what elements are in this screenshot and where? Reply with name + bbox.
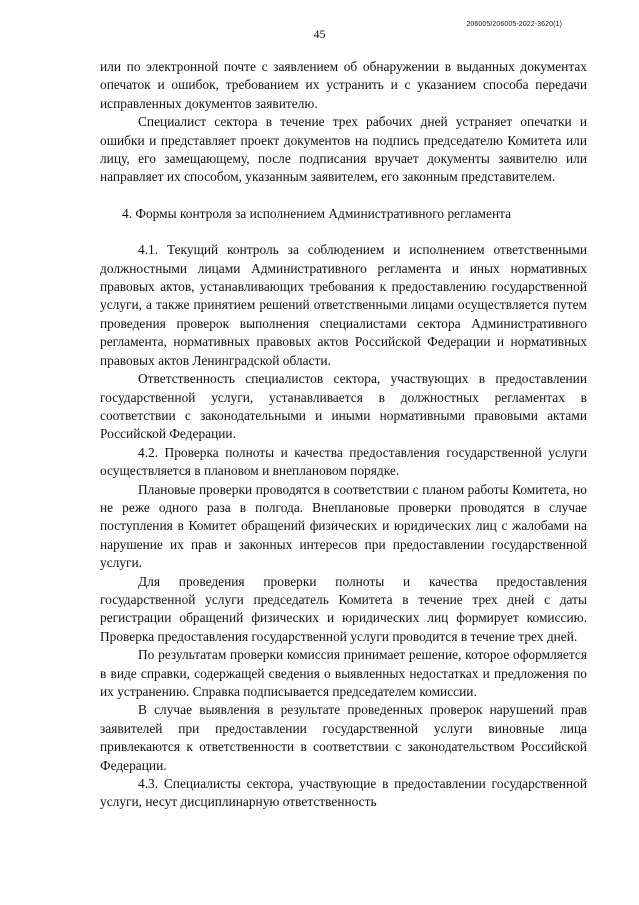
paragraph-violations: В случае выявления в результате проведенных проверок нарушений прав заявителей при предоставлении государственной услуги виновные лица привлекаются к ответственности в соответствии с законодательством Российской Федерации. bbox=[100, 702, 587, 773]
document-body bbox=[100, 58, 587, 812]
document-code: 206005/206005-2022-3620(1) bbox=[466, 21, 562, 28]
page-number: 45 bbox=[313, 27, 326, 41]
paragraph-responsibility: Ответственность специалистов сектора, участвующих в предоставлении государственной услуги, устанавливается в должностных регламентах в соответствии с законодательными и иными нормативными правовыми актами Российской Федерации. bbox=[100, 371, 587, 442]
paragraph-continuation: или по электронной почте с заявлением об обнаружении в выданных документах опечаток и ошибок, требованием их устранить и с указанием способа передачи исправленных документов заявителю. bbox=[100, 59, 587, 111]
paragraph-error-correction: Специалист сектора в течение трех рабочих дней устраняет опечатки и ошибки и представляет проект документов на подпись председателю Комитета или лицу, его замещающему, после подписания вручает документы заявителю или направляет их способом, указанным заявителем, его законным представителем. bbox=[100, 114, 587, 185]
paragraph-4-3: 4.3. Специалисты сектора, участвующие в предоставлении государственной услуги, несут дисциплинарную ответственность bbox=[100, 776, 587, 810]
paragraph-4-1: 4.1. Текущий контроль за соблюдением и исполнением ответственными должностными лицами Административного регламента и иных нормативных правовых актов, устанавливающих требования к предоставлению государственной услуги, а также принятием решений ответственными лицами осуществляется путем проведения проверок выполнения специалистами сектора Административного регламента, нормативных правовых актов Российской Федерации и нормативных правовых актов Ленинградской области. bbox=[100, 242, 587, 368]
paragraph-planned-checks: Плановые проверки проводятся в соответствии с планом работы Комитета, но не реже одного раза в полгода. Внеплановые проверки проводятся в случае поступления в Комитет обращений физических и юридических лиц с жалобами на нарушение их прав и законных интересов при предоставлении государственной услуги. bbox=[100, 481, 587, 571]
section-heading-4: 4. Формы контроля за исполнением Административного регламента bbox=[122, 205, 512, 221]
paragraph-4-2: 4.2. Проверка полноты и качества предоставления государственной услуги осуществляется в плановом и внеплановом порядке. bbox=[100, 444, 587, 479]
paragraph-check-results: По результатам проверки комиссия принимает решение, которое оформляется в виде справки, содержащей сведения о выявленных недостатках и предложения по их устранению. Справка подписывается председателем комиссии. bbox=[100, 647, 587, 699]
paragraph-commission: Для проведения проверки полноты и качества предоставления государственной услуги председатель Комитета в течение трех дней с даты регистрации обращений физических и юридических лиц формирует комиссию. Проверка предоставления государственной услуги проводится в течение трех дней. bbox=[100, 573, 587, 644]
